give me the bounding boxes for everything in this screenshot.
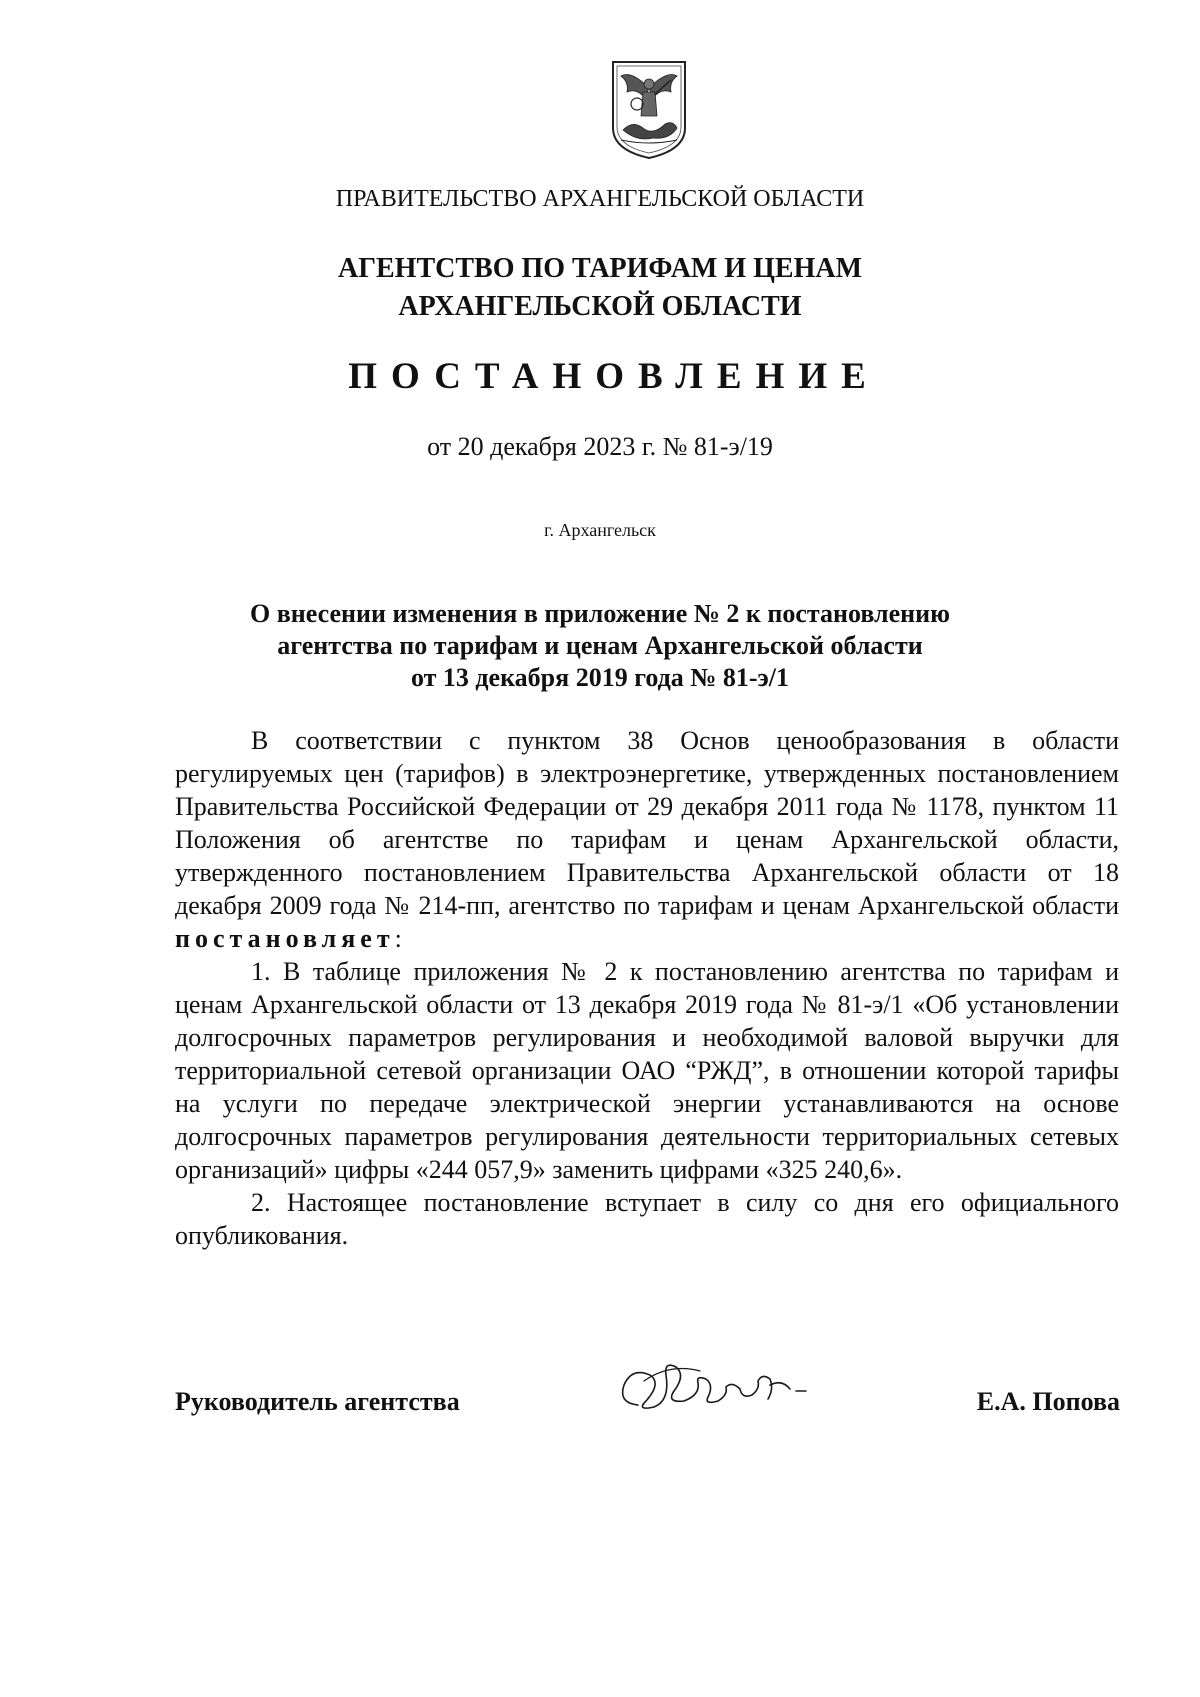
- document-type: ПОСТАНОВЛЕНИЕ: [348, 356, 880, 397]
- document-title-line1: О внесении изменения в приложение № 2 к постановлению: [250, 599, 950, 628]
- decree-colon: :: [394, 924, 402, 953]
- agency-name-line1: АГЕНТСТВО ПО ТАРИФАМ И ЦЕНАМ: [337, 253, 863, 284]
- preamble-paragraph: [175, 724, 1119, 955]
- preamble-text: В соответствии с пунктом 38 Основ ценообразования в области регулируемых цен (тарифов) в электроэнергетике, утвержденных постановлением Правительства Российской Федерации от 29 декабря 2011 года № 1178, пунктом 11 Положения об агентстве по тарифам и ценам Архангельской области, утвержденного постановлением Правительства Архангельской области от 18 декабря 2009 года № 214-пп, агентство по тарифам и ценам Архангельской области: [175, 726, 1119, 920]
- coat-of-arms-icon: [609, 58, 689, 162]
- document-title-line3: от 13 декабря 2019 года № 81-э/1: [410, 663, 790, 692]
- document-title-line2: агентства по тарифам и ценам Архангельской области: [277, 631, 923, 660]
- decree-word: постановляет: [175, 924, 395, 953]
- signatory-name: Е.А. Попова: [976, 1387, 1120, 1416]
- document-city: г. Архангельск: [544, 520, 656, 540]
- agency-name: [0, 250, 1200, 326]
- signatory-role: Руководитель агентства: [175, 1387, 460, 1416]
- government-name: ПРАВИТЕЛЬСТВО АРХАНГЕЛЬСКОЙ ОБЛАСТИ: [335, 186, 865, 212]
- document-title: [0, 598, 1200, 694]
- document-date-number: от 20 декабря 2023 г. № 81-э/19: [427, 432, 773, 461]
- agency-name-line2: АРХАНГЕЛЬСКОЙ ОБЛАСТИ: [398, 291, 802, 322]
- item-2-paragraph: 2. Настоящее постановление вступает в силу со дня его официального опубликования.: [175, 1188, 1119, 1250]
- item-1-paragraph: 1. В таблице приложения № 2 к постановлению агентства по тарифам и ценам Архангельской области от 13 декабря 2019 года № 81-э/1 «Об установлении долгосрочных параметров регулирования и необходимой валовой выручки для территориальной сетевой организации ОАО “РЖД”, в отношении которой тарифы на услуги по передаче электрической энергии устанавливаются на основе долгосрочных параметров регулирования деятельности территориальных сетевых организаций» цифры «244 057,9» заменить цифрами «325 240,6».: [175, 957, 1119, 1184]
- document-body: [175, 724, 1119, 1252]
- handwritten-signature-icon: [610, 1345, 830, 1435]
